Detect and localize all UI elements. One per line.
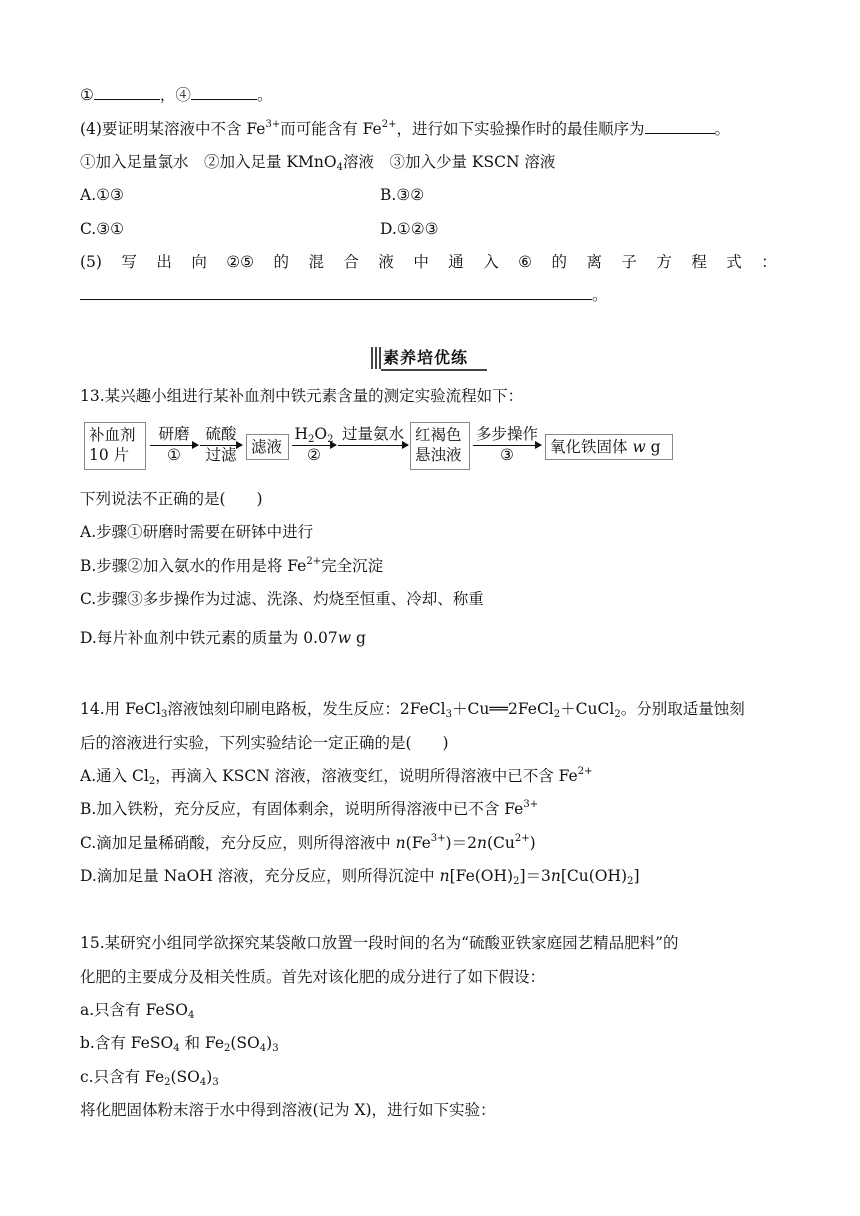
flow-arrow-grind: 研磨 ① [150, 424, 198, 464]
answer-blank-part5[interactable] [80, 284, 592, 300]
flow-box-suspension: 红褐色 悬浊液 [410, 422, 470, 470]
flow-arrow-ammonia: 过量氨水 [338, 424, 408, 446]
q13-flowchart [80, 420, 780, 476]
q12-blanks-line: ① ，④ 。 [80, 86, 273, 104]
flow-arrow-filter: 硫酸 过滤 [200, 424, 242, 464]
answer-blank-part4[interactable] [645, 118, 715, 134]
q12-option-a: A.①③ [80, 186, 124, 204]
q15-stem-line1: 15.某研究小组同学欲探究某袋敞口放置一段时间的名为“硫酸亚铁家庭园艺精品肥料”的 [80, 934, 679, 952]
q13-stem: 13.某兴趣小组进行某补血剂中铁元素含量的测定实验流程如下： [80, 387, 524, 405]
answer-blank-4[interactable] [191, 84, 257, 100]
section-header [371, 345, 487, 371]
q15-hypothesis-a: a.只含有 FeSO$_4$ [80, 1001, 195, 1021]
q14-option-a: A.通入 $Cl_2$，再滴入 KSCN 溶液，溶液变红，说明所得溶液中已不含 $Fe^{2+}$ [80, 766, 593, 787]
flow-arrow-h2o2: $H_2O_2$ ② [292, 424, 336, 464]
q15-stem-line2: 化肥的主要成分及相关性质。首先对该化肥的成分进行了如下假设： [80, 968, 546, 986]
flow-box-supplement: 补血剂 10 片 [84, 422, 146, 470]
flow-arrow-multistep: 多步操作 ③ [473, 424, 541, 464]
q14-option-c: C.滴加足量稀硝酸，充分反应，则所得溶液中 $n(Fe^{3+})=2n(Cu^{2+})$ [80, 833, 536, 852]
q13-option-d: D.每片补血剂中铁元素的质量为 0.07w g [80, 629, 366, 647]
flow-box-filtrate: 滤液 [246, 434, 289, 460]
q15-experiment-intro: 将化肥固体粉末溶于水中得到溶液(记为 X)，进行如下实验： [80, 1101, 496, 1119]
q13-option-a: A.步骤①研磨时需要在研钵中进行 [80, 523, 314, 541]
q12-part5: (5) 写 出 向 ②⑤ 的 混 合 液 中 通 入 ⑥ 的 离 子 方 程 式 ： [80, 253, 777, 271]
q13-question: 下列说法不正确的是( ) [80, 490, 263, 508]
q13-option-c: C.步骤③多步操作为过滤、洗涤、灼烧至恒重、冷却、称重 [80, 590, 484, 608]
section-bars-icon [371, 347, 381, 369]
q14-stem-line2: 后的溶液进行实验，下列实验结论一定正确的是( ) [80, 734, 449, 752]
section-underline [381, 369, 487, 371]
q15-hypothesis-b: b.含有 FeSO$_4$ 和 $Fe_2(SO_4)_3$ [80, 1034, 279, 1054]
q14-option-b: B.加入铁粉，充分反应，有固体剩余，说明所得溶液中已不含 $Fe^{3+}$ [80, 799, 539, 818]
q12-part5-answer: 。 [80, 284, 608, 306]
flow-box-iron-oxide: 氧化铁固体 w g [545, 434, 673, 460]
q12-option-c: C.③① [80, 220, 125, 238]
answer-blank-1[interactable] [94, 84, 160, 100]
q14-option-d: D.滴加足量 NaOH 溶液，充分反应，则所得沉淀中 $n[Fe(OH)_2]=3n[Cu(OH)_2]$ [80, 867, 640, 887]
q15-hypothesis-c: c.只含有 $Fe_2(SO_4)_3$ [80, 1068, 219, 1088]
q12-option-d: D.①②③ [380, 220, 439, 238]
q14-stem-line1: 14.用 FeCl$_3$溶液蚀刻印刷电路板，发生反应：2FeCl$_3$＋Cu══2FeCl$_2$＋CuCl$_2$。分别取适量蚀刻 [80, 700, 745, 720]
section-title: 素养培优练 [383, 348, 469, 367]
q12-option-b: B.③② [380, 186, 425, 204]
q13-option-b: B.步骤②加入氨水的作用是将 $Fe^{2+}$完全沉淀 [80, 556, 384, 575]
q12-part4: (4)要证明某溶液中不含 $Fe^{3+}$而可能含有 $Fe^{2+}$，进行如下实验操作时的最佳顺序为 。 [80, 119, 731, 138]
q12-operations: ①加入足量氯水 ②加入足量 KMnO$_4$溶液 ③加入少量 KSCN 溶液 [80, 153, 556, 173]
